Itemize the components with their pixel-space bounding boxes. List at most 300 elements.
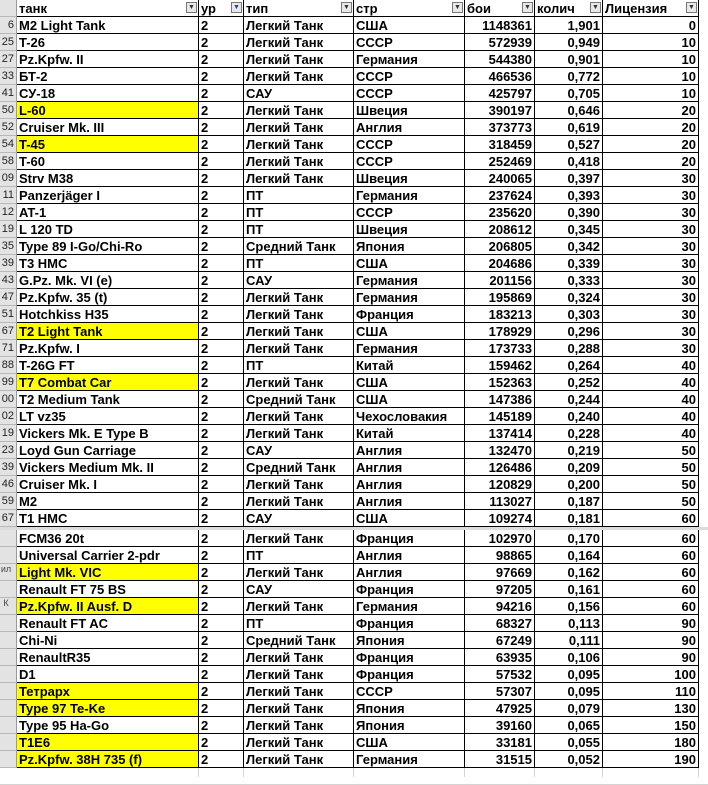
cell-count[interactable]: 0,055 <box>535 734 603 751</box>
cell-country[interactable]: США <box>354 17 465 34</box>
cell-country[interactable]: Германия <box>354 51 465 68</box>
cell-tier[interactable]: 2 <box>199 323 244 340</box>
cell-battles[interactable]: 237624 <box>465 187 535 204</box>
cell-tank[interactable]: Renault FT AC <box>17 615 199 632</box>
row-number[interactable] <box>0 700 17 717</box>
cell-battles[interactable]: 466536 <box>465 68 535 85</box>
cell-country[interactable]: Франция <box>354 306 465 323</box>
cell-tier[interactable]: 2 <box>199 717 244 734</box>
cell-tier[interactable]: 2 <box>199 187 244 204</box>
cell-country[interactable]: Япония <box>354 238 465 255</box>
row-number[interactable]: 54 <box>0 136 17 153</box>
cell-tank[interactable]: AT-1 <box>17 204 199 221</box>
cell-type[interactable]: Средний Танк <box>244 632 354 649</box>
cell-tank[interactable]: Type 97 Te-Ke <box>17 700 199 717</box>
cell-license[interactable]: 30 <box>603 272 699 289</box>
cell-type[interactable]: Легкий Танк <box>244 683 354 700</box>
cell-type[interactable]: Легкий Танк <box>244 306 354 323</box>
cell-count[interactable]: 0,619 <box>535 119 603 136</box>
cell-count[interactable]: 0,901 <box>535 51 603 68</box>
cell-license[interactable]: 60 <box>603 564 699 581</box>
cell-battles[interactable]: 204686 <box>465 255 535 272</box>
row-number[interactable]: 12 <box>0 204 17 221</box>
cell-country[interactable]: Англия <box>354 493 465 510</box>
cell-country[interactable]: Англия <box>354 547 465 564</box>
cell-license[interactable]: 40 <box>603 357 699 374</box>
cell-battles[interactable]: 152363 <box>465 374 535 391</box>
cell-country[interactable]: Франция <box>354 530 465 547</box>
cell-license[interactable]: 10 <box>603 34 699 51</box>
cell-count[interactable]: 0,303 <box>535 306 603 323</box>
cell-country[interactable]: Англия <box>354 476 465 493</box>
cell-license[interactable]: 30 <box>603 255 699 272</box>
cell-type[interactable]: Легкий Танк <box>244 564 354 581</box>
cell-type[interactable]: Легкий Танк <box>244 598 354 615</box>
row-number[interactable]: 00 <box>0 391 17 408</box>
cell-battles[interactable]: 97205 <box>465 581 535 598</box>
cell-country[interactable]: Швеция <box>354 102 465 119</box>
cell-count[interactable]: 0,161 <box>535 581 603 598</box>
cell-count[interactable]: 0,156 <box>535 598 603 615</box>
cell-tier[interactable]: 2 <box>199 391 244 408</box>
cell-country[interactable]: США <box>354 391 465 408</box>
cell-battles[interactable]: 159462 <box>465 357 535 374</box>
cell-type[interactable]: Легкий Танк <box>244 700 354 717</box>
row-number[interactable] <box>0 632 17 649</box>
filter-dropdown-icon[interactable]: ▼ <box>231 2 242 13</box>
cell-battles[interactable]: 173733 <box>465 340 535 357</box>
cell-type[interactable]: Легкий Танк <box>244 493 354 510</box>
cell-tier[interactable]: 2 <box>199 581 244 598</box>
cell-battles[interactable]: 240065 <box>465 170 535 187</box>
cell-battles[interactable]: 183213 <box>465 306 535 323</box>
cell-tier[interactable]: 2 <box>199 476 244 493</box>
cell-tier[interactable]: 2 <box>199 51 244 68</box>
cell-country[interactable]: Франция <box>354 649 465 666</box>
cell-type[interactable]: ПТ <box>244 615 354 632</box>
cell-battles[interactable]: 206805 <box>465 238 535 255</box>
cell-battles[interactable]: 235620 <box>465 204 535 221</box>
cell-battles[interactable]: 126486 <box>465 459 535 476</box>
cell-type[interactable]: ПТ <box>244 255 354 272</box>
cell-tier[interactable]: 2 <box>199 408 244 425</box>
cell-tier[interactable]: 2 <box>199 564 244 581</box>
cell-count[interactable]: 0,164 <box>535 547 603 564</box>
cell-battles[interactable]: 97669 <box>465 564 535 581</box>
row-number[interactable]: 50 <box>0 102 17 119</box>
cell-country[interactable]: США <box>354 374 465 391</box>
row-number[interactable] <box>0 734 17 751</box>
cell-count[interactable]: 0,252 <box>535 374 603 391</box>
row-number[interactable] <box>0 581 17 598</box>
cell-type[interactable]: Легкий Танк <box>244 34 354 51</box>
cell-tank[interactable]: FCM36 20t <box>17 530 199 547</box>
cell-tier[interactable]: 2 <box>199 221 244 238</box>
cell-country[interactable]: Япония <box>354 717 465 734</box>
cell-count[interactable]: 0,162 <box>535 564 603 581</box>
cell-tank[interactable]: Cruiser Mk. III <box>17 119 199 136</box>
cell-license[interactable]: 30 <box>603 340 699 357</box>
cell-license[interactable]: 30 <box>603 204 699 221</box>
row-number[interactable]: 39 <box>0 459 17 476</box>
cell-battles[interactable]: 390197 <box>465 102 535 119</box>
cell-type[interactable]: Легкий Танк <box>244 170 354 187</box>
cell-tier[interactable]: 2 <box>199 85 244 102</box>
cell-count[interactable]: 0,209 <box>535 459 603 476</box>
cell-license[interactable]: 40 <box>603 391 699 408</box>
cell-tank[interactable]: Light Mk. VIC <box>17 564 199 581</box>
cell-license[interactable]: 30 <box>603 323 699 340</box>
cell-battles[interactable]: 68327 <box>465 615 535 632</box>
cell-country[interactable]: СССР <box>354 68 465 85</box>
cell-count[interactable]: 0,187 <box>535 493 603 510</box>
filter-dropdown-icon[interactable]: ▼ <box>590 2 601 13</box>
cell-country[interactable]: Англия <box>354 119 465 136</box>
cell-battles[interactable]: 98865 <box>465 547 535 564</box>
cell-license[interactable]: 30 <box>603 187 699 204</box>
cell-tier[interactable]: 2 <box>199 68 244 85</box>
cell-country[interactable]: Германия <box>354 289 465 306</box>
cell-count[interactable]: 0,113 <box>535 615 603 632</box>
cell-tier[interactable]: 2 <box>199 632 244 649</box>
cell-tank[interactable]: Chi-Ni <box>17 632 199 649</box>
cell-type[interactable]: Легкий Танк <box>244 323 354 340</box>
cell-tier[interactable]: 2 <box>199 238 244 255</box>
cell-type[interactable]: ПТ <box>244 547 354 564</box>
cell-battles[interactable]: 57532 <box>465 666 535 683</box>
cell-tier[interactable]: 2 <box>199 119 244 136</box>
cell-country[interactable]: Япония <box>354 632 465 649</box>
row-number[interactable]: 35 <box>0 238 17 255</box>
cell-tank[interactable]: LT vz35 <box>17 408 199 425</box>
cell-type[interactable]: Легкий Танк <box>244 476 354 493</box>
cell-type[interactable]: ПТ <box>244 187 354 204</box>
cell-battles[interactable]: 147386 <box>465 391 535 408</box>
cell-tank[interactable]: M2 Light Tank <box>17 17 199 34</box>
cell-license[interactable]: 10 <box>603 51 699 68</box>
cell-tier[interactable]: 2 <box>199 204 244 221</box>
cell-type[interactable]: Легкий Танк <box>244 374 354 391</box>
cell-country[interactable]: США <box>354 323 465 340</box>
cell-count[interactable]: 0,240 <box>535 408 603 425</box>
cell-battles[interactable]: 252469 <box>465 153 535 170</box>
cell-license[interactable]: 60 <box>603 598 699 615</box>
cell-tank[interactable]: D1 <box>17 666 199 683</box>
cell-battles[interactable]: 195869 <box>465 289 535 306</box>
row-number[interactable]: 33 <box>0 68 17 85</box>
cell-country[interactable]: Германия <box>354 340 465 357</box>
row-number[interactable]: 11 <box>0 187 17 204</box>
cell-tank[interactable]: T1 HMC <box>17 510 199 527</box>
cell-license[interactable]: 10 <box>603 85 699 102</box>
cell-type[interactable]: Легкий Танк <box>244 102 354 119</box>
cell-country[interactable]: Германия <box>354 598 465 615</box>
cell-country[interactable]: Япония <box>354 700 465 717</box>
cell-license[interactable]: 90 <box>603 615 699 632</box>
cell-battles[interactable]: 132470 <box>465 442 535 459</box>
cell-country[interactable]: Чехословакия <box>354 408 465 425</box>
cell-count[interactable]: 0,342 <box>535 238 603 255</box>
row-number[interactable]: 19 <box>0 221 17 238</box>
cell-license[interactable]: 50 <box>603 493 699 510</box>
cell-country[interactable]: США <box>354 510 465 527</box>
cell-country[interactable]: СССР <box>354 683 465 700</box>
cell-license[interactable]: 130 <box>603 700 699 717</box>
cell-country[interactable]: СССР <box>354 136 465 153</box>
cell-tier[interactable]: 2 <box>199 102 244 119</box>
cell-count[interactable]: 0,397 <box>535 170 603 187</box>
cell-type[interactable]: САУ <box>244 272 354 289</box>
cell-tier[interactable]: 2 <box>199 136 244 153</box>
column-header-battles[interactable] <box>465 0 535 17</box>
cell-tier[interactable]: 2 <box>199 615 244 632</box>
cell-type[interactable]: САУ <box>244 510 354 527</box>
cell-count[interactable]: 0,333 <box>535 272 603 289</box>
cell-tank[interactable]: T7 Combat Car <box>17 374 199 391</box>
cell-tank[interactable]: Pz.Kpfw. II <box>17 51 199 68</box>
cell-battles[interactable]: 137414 <box>465 425 535 442</box>
cell-tier[interactable]: 2 <box>199 683 244 700</box>
cell-tier[interactable]: 2 <box>199 442 244 459</box>
cell-tank[interactable]: Renault FT 75 BS <box>17 581 199 598</box>
cell-license[interactable]: 180 <box>603 734 699 751</box>
cell-count[interactable]: 0,288 <box>535 340 603 357</box>
cell-country[interactable]: Германия <box>354 187 465 204</box>
row-number[interactable]: 6 <box>0 17 17 34</box>
cell-count[interactable]: 0,418 <box>535 153 603 170</box>
cell-type[interactable]: Легкий Танк <box>244 51 354 68</box>
cell-type[interactable]: Легкий Танк <box>244 751 354 768</box>
cell-tank[interactable]: L-60 <box>17 102 199 119</box>
cell-count[interactable]: 0,339 <box>535 255 603 272</box>
cell-type[interactable]: Легкий Танк <box>244 136 354 153</box>
cell-tank[interactable]: Vickers Mk. E Type B <box>17 425 199 442</box>
row-number[interactable]: 41 <box>0 85 17 102</box>
cell-tier[interactable]: 2 <box>199 340 244 357</box>
cell-country[interactable]: Китай <box>354 357 465 374</box>
cell-tier[interactable]: 2 <box>199 153 244 170</box>
row-number[interactable]: 99 <box>0 374 17 391</box>
cell-tier[interactable]: 2 <box>199 510 244 527</box>
cell-country[interactable]: Франция <box>354 581 465 598</box>
cell-tank[interactable]: L 120 TD <box>17 221 199 238</box>
cell-country[interactable]: Китай <box>354 425 465 442</box>
filter-dropdown-icon[interactable]: ▼ <box>186 2 197 13</box>
cell-tank[interactable]: Vickers Medium Mk. II <box>17 459 199 476</box>
cell-country[interactable]: СССР <box>354 85 465 102</box>
cell-license[interactable]: 50 <box>603 442 699 459</box>
cell-license[interactable]: 30 <box>603 306 699 323</box>
cell-tank[interactable]: T-60 <box>17 153 199 170</box>
row-number[interactable] <box>0 615 17 632</box>
cell-tier[interactable]: 2 <box>199 493 244 510</box>
filter-dropdown-icon[interactable]: ▼ <box>452 2 463 13</box>
filter-dropdown-icon[interactable]: ▼ <box>686 2 697 13</box>
cell-country[interactable]: Франция <box>354 615 465 632</box>
cell-type[interactable]: Легкий Танк <box>244 119 354 136</box>
cell-tier[interactable]: 2 <box>199 357 244 374</box>
row-number[interactable] <box>0 666 17 683</box>
cell-count[interactable]: 0,345 <box>535 221 603 238</box>
cell-type[interactable]: ПТ <box>244 221 354 238</box>
cell-tier[interactable]: 2 <box>199 17 244 34</box>
cell-count[interactable]: 0,200 <box>535 476 603 493</box>
filter-dropdown-icon[interactable]: ▼ <box>522 2 533 13</box>
cell-country[interactable]: СССР <box>354 204 465 221</box>
cell-type[interactable]: Легкий Танк <box>244 153 354 170</box>
column-header-license[interactable] <box>603 0 699 17</box>
cell-battles[interactable]: 373773 <box>465 119 535 136</box>
cell-license[interactable]: 20 <box>603 153 699 170</box>
cell-battles[interactable]: 178929 <box>465 323 535 340</box>
cell-license[interactable]: 190 <box>603 751 699 768</box>
cell-type[interactable]: Легкий Танк <box>244 530 354 547</box>
cell-count[interactable]: 0,079 <box>535 700 603 717</box>
cell-type[interactable]: Легкий Танк <box>244 289 354 306</box>
cell-count[interactable]: 0,170 <box>535 530 603 547</box>
cell-type[interactable]: САУ <box>244 581 354 598</box>
cell-license[interactable]: 60 <box>603 547 699 564</box>
cell-license[interactable]: 60 <box>603 510 699 527</box>
cell-battles[interactable]: 67249 <box>465 632 535 649</box>
column-header-type[interactable] <box>244 0 354 17</box>
cell-tier[interactable]: 2 <box>199 700 244 717</box>
cell-country[interactable]: Швеция <box>354 221 465 238</box>
cell-tier[interactable]: 2 <box>199 459 244 476</box>
row-number[interactable] <box>0 751 17 768</box>
cell-tier[interactable]: 2 <box>199 530 244 547</box>
cell-type[interactable]: Средний Танк <box>244 459 354 476</box>
cell-country[interactable]: СССР <box>354 153 465 170</box>
cell-battles[interactable]: 109274 <box>465 510 535 527</box>
cell-type[interactable]: Легкий Танк <box>244 649 354 666</box>
cell-country[interactable]: Швеция <box>354 170 465 187</box>
cell-count[interactable]: 0,065 <box>535 717 603 734</box>
cell-tank[interactable]: T1E6 <box>17 734 199 751</box>
cell-tier[interactable]: 2 <box>199 170 244 187</box>
cell-license[interactable]: 90 <box>603 649 699 666</box>
column-header-count[interactable] <box>535 0 603 17</box>
cell-tank[interactable]: M2 <box>17 493 199 510</box>
cell-license[interactable]: 40 <box>603 374 699 391</box>
cell-type[interactable]: Легкий Танк <box>244 340 354 357</box>
cell-type[interactable]: ПТ <box>244 204 354 221</box>
cell-tank[interactable]: Pz.Kpfw. I <box>17 340 199 357</box>
cell-type[interactable]: Легкий Танк <box>244 408 354 425</box>
cell-license[interactable]: 30 <box>603 170 699 187</box>
cell-count[interactable]: 0,052 <box>535 751 603 768</box>
cell-license[interactable]: 20 <box>603 136 699 153</box>
cell-country[interactable]: США <box>354 734 465 751</box>
cell-count[interactable]: 0,390 <box>535 204 603 221</box>
cell-tank[interactable]: Pz.Kpfw. II Ausf. D <box>17 598 199 615</box>
cell-count[interactable]: 0,228 <box>535 425 603 442</box>
cell-tank[interactable]: Panzerjäger I <box>17 187 199 204</box>
cell-battles[interactable]: 57307 <box>465 683 535 700</box>
cell-tier[interactable]: 2 <box>199 649 244 666</box>
row-number[interactable]: 39 <box>0 255 17 272</box>
cell-battles[interactable]: 201156 <box>465 272 535 289</box>
row-number[interactable] <box>0 717 17 734</box>
row-number[interactable]: 09 <box>0 170 17 187</box>
row-number[interactable]: 67 <box>0 510 17 527</box>
row-number[interactable]: 23 <box>0 442 17 459</box>
cell-tank[interactable]: Loyd Gun Carriage <box>17 442 199 459</box>
cell-tank[interactable]: T-26G FT <box>17 357 199 374</box>
cell-license[interactable]: 110 <box>603 683 699 700</box>
row-number[interactable] <box>0 530 17 547</box>
cell-type[interactable]: Легкий Танк <box>244 666 354 683</box>
cell-count[interactable]: 0,219 <box>535 442 603 459</box>
cell-tank[interactable]: T-45 <box>17 136 199 153</box>
cell-battles[interactable]: 145189 <box>465 408 535 425</box>
cell-license[interactable]: 50 <box>603 459 699 476</box>
row-number[interactable]: 51 <box>0 306 17 323</box>
cell-type[interactable]: Легкий Танк <box>244 425 354 442</box>
row-number[interactable]: 71 <box>0 340 17 357</box>
row-number[interactable] <box>0 649 17 666</box>
cell-battles[interactable]: 102970 <box>465 530 535 547</box>
cell-tank[interactable]: RenaultR35 <box>17 649 199 666</box>
cell-tank[interactable]: T2 Medium Tank <box>17 391 199 408</box>
cell-count[interactable]: 0,181 <box>535 510 603 527</box>
cell-tank[interactable]: T3 HMC <box>17 255 199 272</box>
cell-type[interactable]: Легкий Танк <box>244 17 354 34</box>
cell-tier[interactable]: 2 <box>199 425 244 442</box>
cell-count[interactable]: 0,106 <box>535 649 603 666</box>
row-number[interactable] <box>0 547 17 564</box>
cell-battles[interactable]: 544380 <box>465 51 535 68</box>
cell-license[interactable]: 0 <box>603 17 699 34</box>
cell-tank[interactable]: СУ-18 <box>17 85 199 102</box>
cell-tank[interactable]: G.Pz. Mk. VI (e) <box>17 272 199 289</box>
cell-count[interactable]: 0,772 <box>535 68 603 85</box>
cell-country[interactable]: Англия <box>354 564 465 581</box>
cell-tank[interactable]: Pz.Kpfw. 35 (t) <box>17 289 199 306</box>
cell-tier[interactable]: 2 <box>199 289 244 306</box>
cell-tank[interactable]: Universal Carrier 2-pdr <box>17 547 199 564</box>
cell-license[interactable]: 90 <box>603 632 699 649</box>
cell-license[interactable]: 50 <box>603 476 699 493</box>
cell-country[interactable]: Германия <box>354 272 465 289</box>
cell-tank[interactable]: Cruiser Mk. I <box>17 476 199 493</box>
row-number[interactable]: 46 <box>0 476 17 493</box>
cell-tank[interactable]: Type 89 I-Go/Chi-Ro <box>17 238 199 255</box>
row-number[interactable]: 43 <box>0 272 17 289</box>
cell-battles[interactable]: 120829 <box>465 476 535 493</box>
cell-count[interactable]: 0,264 <box>535 357 603 374</box>
cell-license[interactable]: 30 <box>603 289 699 306</box>
cell-tank[interactable]: Type 95 Ha-Go <box>17 717 199 734</box>
cell-count[interactable]: 0,324 <box>535 289 603 306</box>
cell-type[interactable]: Средний Танк <box>244 391 354 408</box>
cell-battles[interactable]: 39160 <box>465 717 535 734</box>
cell-count[interactable]: 0,705 <box>535 85 603 102</box>
column-header-tank[interactable] <box>17 0 199 17</box>
cell-country[interactable]: Германия <box>354 751 465 768</box>
cell-battles[interactable]: 318459 <box>465 136 535 153</box>
cell-tank[interactable]: Pz.Kpfw. 38H 735 (f) <box>17 751 199 768</box>
cell-country[interactable]: США <box>354 255 465 272</box>
cell-tank[interactable]: БТ-2 <box>17 68 199 85</box>
cell-type[interactable]: Легкий Танк <box>244 734 354 751</box>
cell-license[interactable]: 60 <box>603 530 699 547</box>
cell-count[interactable]: 0,296 <box>535 323 603 340</box>
cell-license[interactable]: 20 <box>603 119 699 136</box>
cell-type[interactable]: ПТ <box>244 357 354 374</box>
row-number[interactable]: 88 <box>0 357 17 374</box>
cell-type[interactable]: Легкий Танк <box>244 68 354 85</box>
